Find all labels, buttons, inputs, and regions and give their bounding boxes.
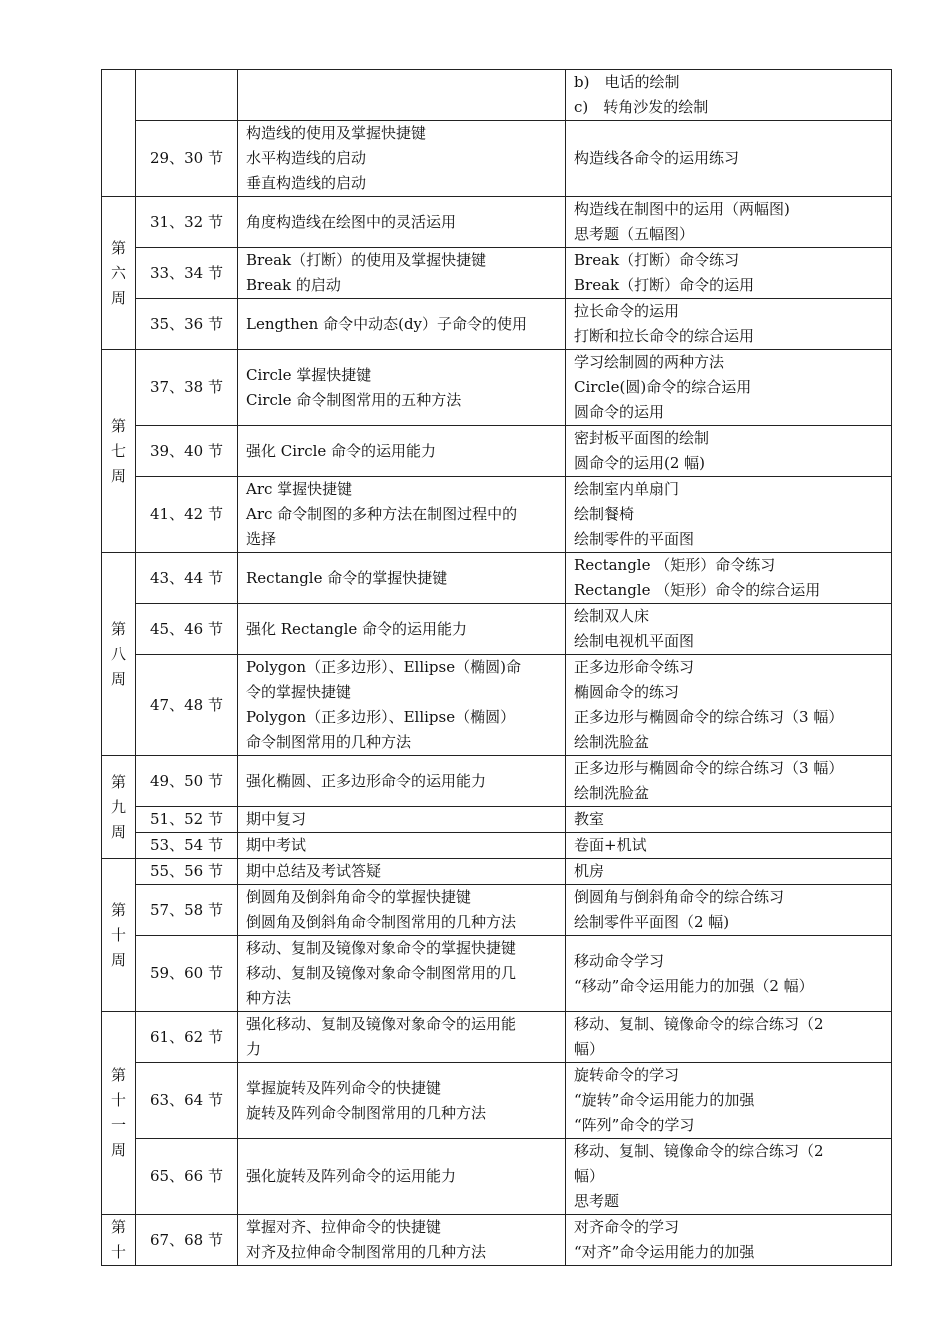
content-line: 移动、复制及镜像对象命令制图常用的几 <box>246 964 517 982</box>
table-row <box>102 604 892 655</box>
content-cell <box>238 604 566 655</box>
content-cell <box>238 833 566 859</box>
section-cell: 35、36 节 <box>136 299 238 350</box>
content-cell <box>238 121 566 197</box>
practice-cell <box>566 197 892 248</box>
table-row <box>102 1012 892 1063</box>
practice-cell <box>566 1012 892 1063</box>
table-row <box>102 807 892 833</box>
practice-line: 构造线各命令的运用练习 <box>574 149 740 167</box>
practice-line: 绘制双人床 <box>574 607 650 625</box>
content-line: 掌握对齐、拉伸命令的快捷键 <box>246 1218 442 1236</box>
week-char: 周 <box>110 466 126 485</box>
practice-line: 倒圆角与倒斜角命令的综合练习 <box>574 888 785 906</box>
table-row <box>102 859 892 885</box>
content-line: 强化旋转及阵列命令的运用能力 <box>246 1167 457 1185</box>
content-cell <box>238 1215 566 1266</box>
week-char: 周 <box>110 1141 126 1159</box>
practice-line: 幅） <box>574 1040 605 1058</box>
section-cell: 31、32 节 <box>136 197 238 248</box>
week-char: 第 <box>110 772 126 791</box>
practice-line: Break（打断）命令的运用 <box>574 276 755 294</box>
section-cell: 49、50 节 <box>136 756 238 807</box>
practice-line: 机房 <box>574 862 605 880</box>
content-line: 对齐及拉伸命令制图常用的几种方法 <box>246 1243 487 1261</box>
practice-cell <box>566 248 892 299</box>
practice-cell <box>566 350 892 426</box>
content-line: 命令制图常用的几种方法 <box>246 733 412 751</box>
week-char: 周 <box>110 822 126 841</box>
table-row <box>102 1215 892 1266</box>
practice-cell <box>566 859 892 885</box>
content-cell <box>238 655 566 756</box>
week-cell <box>102 1215 136 1266</box>
content-line: 期中总结及考试答疑 <box>246 862 382 880</box>
content-cell <box>238 553 566 604</box>
table-row <box>102 477 892 553</box>
practice-line: 绘制零件的平面图 <box>574 530 695 548</box>
practice-line: 椭圆命令的练习 <box>574 683 680 701</box>
week-char: 周 <box>110 950 126 969</box>
practice-line: c) 转角沙发的绘制 <box>574 98 709 116</box>
practice-line: 移动、复制、镜像命令的综合练习（2 <box>574 1142 824 1160</box>
table-row <box>102 121 892 197</box>
table-row <box>102 426 892 477</box>
section-cell: 57、58 节 <box>136 885 238 936</box>
week-char: 第 <box>110 238 126 257</box>
week-char: 七 <box>110 441 126 460</box>
content-cell <box>238 885 566 936</box>
content-line: 构造线的使用及掌握快捷键 <box>246 124 427 142</box>
practice-line: 绘制洗脸盆 <box>574 784 650 802</box>
content-line: 移动、复制及镜像对象命令的掌握快捷键 <box>246 939 517 957</box>
content-cell <box>238 197 566 248</box>
practice-cell <box>566 426 892 477</box>
practice-line: 学习绘制圆的两种方法 <box>574 353 725 371</box>
content-cell <box>238 756 566 807</box>
practice-cell <box>566 477 892 553</box>
week-cell <box>102 859 136 1012</box>
practice-line: 绘制室内单扇门 <box>574 480 680 498</box>
content-line: 期中考试 <box>246 836 307 854</box>
table-row <box>102 553 892 604</box>
content-line: Break（打断）的使用及掌握快捷键 <box>246 251 487 269</box>
content-line: 水平构造线的启动 <box>246 149 367 167</box>
week-char: 第 <box>110 1218 126 1236</box>
practice-line: “阵列”命令的学习 <box>574 1116 695 1134</box>
table-row <box>102 833 892 859</box>
week-char: 九 <box>110 797 126 816</box>
practice-cell <box>566 833 892 859</box>
section-cell: 65、66 节 <box>136 1139 238 1215</box>
practice-line: 圆命令的运用 <box>574 403 665 421</box>
practice-line: 绘制电视机平面图 <box>574 632 695 650</box>
practice-line: 思考题 <box>574 1192 620 1210</box>
section-cell: 43、44 节 <box>136 553 238 604</box>
content-line: Circle 命令制图常用的五种方法 <box>246 390 462 409</box>
practice-line: 绘制洗脸盆 <box>574 733 650 751</box>
table-row <box>102 1063 892 1139</box>
week-char: 六 <box>110 263 126 282</box>
content-line: Rectangle 命令的掌握快捷键 <box>246 568 448 587</box>
practice-cell <box>566 756 892 807</box>
practice-line: 打断和拉长命令的综合运用 <box>574 327 755 345</box>
section-cell: 63、64 节 <box>136 1063 238 1139</box>
week-char: 十 <box>110 925 126 944</box>
content-line: 强化椭圆、正多边形命令的运用能力 <box>246 771 487 790</box>
practice-cell <box>566 807 892 833</box>
week-char: 八 <box>110 644 126 663</box>
section-cell: 67、68 节 <box>136 1215 238 1266</box>
section-cell: 37、38 节 <box>136 350 238 426</box>
section-cell: 33、34 节 <box>136 248 238 299</box>
practice-line: 绘制餐椅 <box>574 505 635 523</box>
practice-line: Rectangle （矩形）命令练习 <box>574 556 776 574</box>
week-char: 一 <box>110 1116 126 1134</box>
content-line: Lengthen 命令中动态(dy）子命令的使用 <box>246 314 528 333</box>
table-row <box>102 299 892 350</box>
practice-line: 思考题（五幅图） <box>574 225 695 243</box>
section-cell: 53、54 节 <box>136 833 238 859</box>
practice-line: Rectangle （矩形）命令的综合运用 <box>574 581 821 599</box>
practice-cell <box>566 299 892 350</box>
table-row <box>102 936 892 1012</box>
practice-cell <box>566 553 892 604</box>
content-line: 旋转及阵列命令制图常用的几种方法 <box>246 1103 487 1122</box>
table-row <box>102 885 892 936</box>
practice-line: b) 电话的绘制 <box>574 73 680 91</box>
section-cell <box>136 70 238 121</box>
practice-line: 卷面+机试 <box>574 836 647 854</box>
section-cell: 39、40 节 <box>136 426 238 477</box>
content-line: 强化移动、复制及镜像对象命令的运用能 <box>246 1015 517 1033</box>
content-cell <box>238 70 566 121</box>
content-cell <box>238 426 566 477</box>
week-char: 第 <box>110 416 126 435</box>
table-row <box>102 350 892 426</box>
week-char: 十 <box>110 1243 126 1261</box>
content-cell <box>238 1063 566 1139</box>
section-cell: 45、46 节 <box>136 604 238 655</box>
content-cell <box>238 477 566 553</box>
practice-line: 拉长命令的运用 <box>574 302 680 320</box>
practice-cell <box>566 885 892 936</box>
practice-cell <box>566 655 892 756</box>
content-line: Polygon（正多边形）、Ellipse（椭圆)命 <box>246 658 521 676</box>
content-line: 倒圆角及倒斜角命令的掌握快捷键 <box>246 888 472 906</box>
content-cell <box>238 1139 566 1215</box>
practice-line: 绘制零件平面图（2 幅) <box>574 913 730 931</box>
practice-cell <box>566 1063 892 1139</box>
table-row <box>102 248 892 299</box>
content-line: Break 的启动 <box>246 276 341 294</box>
content-cell <box>238 248 566 299</box>
content-cell <box>238 807 566 833</box>
practice-cell <box>566 121 892 197</box>
practice-line: 移动、复制、镜像命令的综合练习（2 <box>574 1015 824 1033</box>
week-cell <box>102 197 136 350</box>
week-char: 十 <box>110 1091 126 1109</box>
practice-line: 旋转命令的学习 <box>574 1066 680 1084</box>
section-cell: 47、48 节 <box>136 655 238 756</box>
content-line: 垂直构造线的启动 <box>246 174 367 192</box>
content-line: Arc 掌握快捷键 <box>246 480 353 498</box>
practice-cell <box>566 936 892 1012</box>
section-cell: 55、56 节 <box>136 859 238 885</box>
table-row <box>102 756 892 807</box>
content-line: 期中复习 <box>246 810 307 828</box>
practice-line: Break（打断）命令练习 <box>574 251 740 269</box>
practice-cell <box>566 1215 892 1266</box>
practice-line: 对齐命令的学习 <box>574 1218 680 1236</box>
content-line: 令的掌握快捷键 <box>246 683 352 701</box>
content-line: 力 <box>246 1040 262 1058</box>
week-cell <box>102 350 136 553</box>
table-row <box>102 70 892 121</box>
practice-line: 教室 <box>574 810 605 828</box>
week-char: 第 <box>110 1066 126 1084</box>
content-cell <box>238 859 566 885</box>
section-cell: 59、60 节 <box>136 936 238 1012</box>
practice-line: 正多边形命令练习 <box>574 658 695 676</box>
content-line: Polygon（正多边形）、Ellipse（椭圆） <box>246 708 516 726</box>
practice-line: “对齐”命令运用能力的加强 <box>574 1243 755 1261</box>
practice-line: “移动”命令运用能力的加强（2 幅） <box>574 976 814 995</box>
practice-cell <box>566 604 892 655</box>
content-cell <box>238 299 566 350</box>
practice-line: “旋转”命令运用能力的加强 <box>574 1091 755 1109</box>
week-char: 周 <box>110 669 126 688</box>
week-cell <box>102 756 136 859</box>
content-cell <box>238 936 566 1012</box>
schedule-table <box>101 69 892 1266</box>
content-line: Arc 命令制图的多种方法在制图过程中的 <box>246 505 518 523</box>
table-row <box>102 197 892 248</box>
practice-line: 正多边形与椭圆命令的综合练习（3 幅） <box>574 759 844 777</box>
content-line: 选择 <box>246 530 277 548</box>
content-line: 角度构造线在绘图中的灵活运用 <box>246 212 457 231</box>
practice-cell <box>566 1139 892 1215</box>
week-cell <box>102 70 136 197</box>
section-cell: 29、30 节 <box>136 121 238 197</box>
content-line: 强化 Circle 命令的运用能力 <box>246 441 437 460</box>
content-line: 强化 Rectangle 命令的运用能力 <box>246 619 468 638</box>
practice-cell <box>566 70 892 121</box>
practice-line: Circle(圆)命令的综合运用 <box>574 378 752 396</box>
week-char: 第 <box>110 900 126 919</box>
content-line: 倒圆角及倒斜角命令制图常用的几种方法 <box>246 913 517 931</box>
content-line: 掌握旋转及阵列命令的快捷键 <box>246 1078 442 1097</box>
practice-line: 幅） <box>574 1167 605 1185</box>
section-cell: 61、62 节 <box>136 1012 238 1063</box>
table-row <box>102 655 892 756</box>
practice-line: 密封板平面图的绘制 <box>574 429 710 447</box>
week-cell <box>102 553 136 756</box>
practice-line: 构造线在制图中的运用（两幅图) <box>574 200 790 218</box>
practice-line: 正多边形与椭圆命令的综合练习（3 幅） <box>574 708 844 726</box>
practice-line: 移动命令学习 <box>574 951 665 970</box>
practice-line: 圆命令的运用(2 幅) <box>574 454 706 472</box>
content-cell <box>238 350 566 426</box>
content-cell <box>238 1012 566 1063</box>
section-cell: 51、52 节 <box>136 807 238 833</box>
week-char: 周 <box>110 288 126 307</box>
section-cell: 41、42 节 <box>136 477 238 553</box>
content-line: 种方法 <box>246 989 292 1007</box>
content-line: Circle 掌握快捷键 <box>246 365 372 384</box>
table-row <box>102 1139 892 1215</box>
week-char: 第 <box>110 619 126 638</box>
week-cell <box>102 1012 136 1215</box>
